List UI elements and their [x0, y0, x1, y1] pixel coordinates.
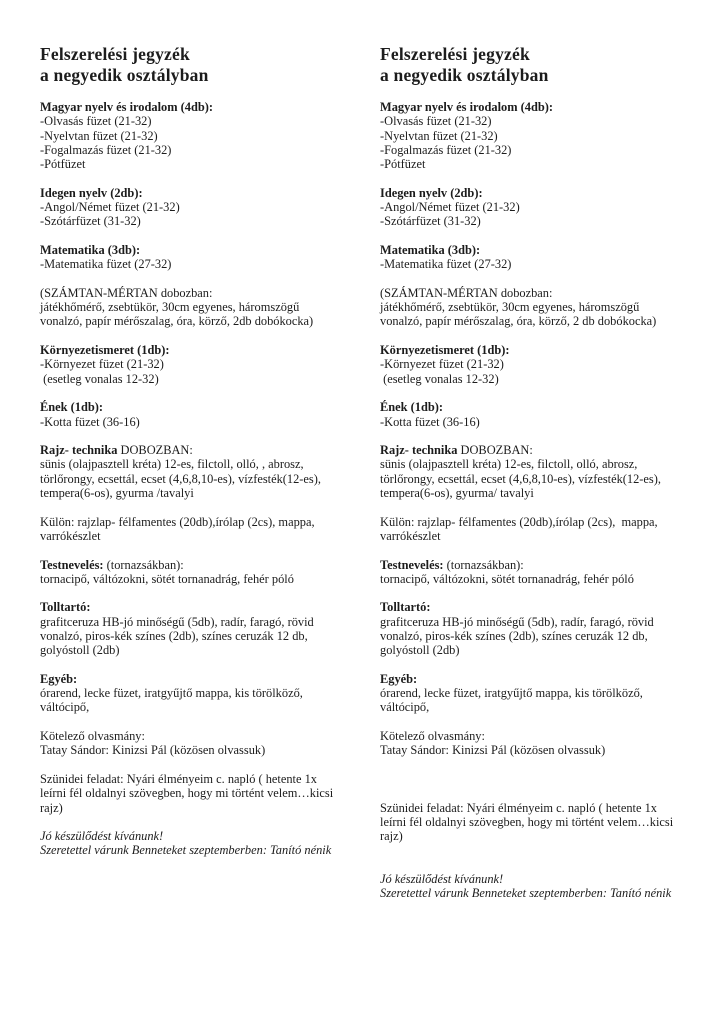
- closing-note-text: Szeretettel várunk Benneteket szeptemberben: Tanító nénik: [380, 886, 672, 901]
- blank-line: [380, 586, 720, 600]
- text-line: [40, 786, 380, 800]
- text-line: [40, 457, 380, 471]
- blank-line: [380, 758, 720, 772]
- body-text: -Pótfüzet: [40, 157, 86, 172]
- body-text: sünis (olajpasztell kréta) 12-es, filctoll, olló, abrosz,: [380, 457, 638, 472]
- text-line: [40, 286, 380, 300]
- text-line: [380, 872, 720, 886]
- section-heading-text: Egyéb:: [40, 671, 78, 686]
- text-line: [40, 415, 380, 429]
- body-text: -Matematika füzet (27-32): [380, 257, 512, 272]
- text-line: [40, 143, 380, 157]
- text-line: [380, 129, 720, 143]
- text-line: [40, 443, 380, 457]
- body-text: -Angol/Német füzet (21-32): [380, 200, 520, 215]
- body-text: golyóstoll (2db): [40, 643, 120, 658]
- body-text: -Kotta füzet (36-16): [40, 414, 140, 429]
- blank-line: [40, 429, 380, 443]
- closing-note-text: Jó készülődést kívánunk!: [40, 829, 164, 844]
- text-line: [380, 886, 720, 900]
- blank-line: [40, 586, 380, 600]
- section-heading-text: Ének (1db):: [40, 400, 103, 415]
- text-line: [40, 243, 380, 257]
- title-line-1: Felszerelési jegyzék: [40, 44, 190, 64]
- body-text: sünis (olajpasztell kréta) 12-es, filctoll, olló, , abrosz,: [40, 457, 304, 472]
- text-line: [40, 686, 380, 700]
- body-text: -Angol/Német füzet (21-32): [40, 200, 180, 215]
- text-line: [380, 415, 720, 429]
- closing-note-text: Jó készülődést kívánunk!: [380, 872, 504, 887]
- text-line: [40, 772, 380, 786]
- body-text: Külön: rajzlap- félfamentes (20db),írólap (2cs), mappa,: [40, 514, 315, 529]
- text-line: [380, 214, 720, 228]
- body-text: törlőrongy, ecsettál, ecset (4,6,8,10-es), vízfesték(12-es),: [380, 471, 661, 486]
- text-line: [380, 200, 720, 214]
- body-text: -Szótárfüzet (31-32): [40, 214, 141, 229]
- body-text: (esetleg vonalas 12-32): [380, 371, 499, 386]
- text-line: [40, 672, 380, 686]
- text-line: [380, 558, 720, 572]
- body-text: vonalzó, piros-kék színes (2db), színes ceruzák 12 db,: [40, 628, 308, 643]
- section-heading-text: Idegen nyelv (2db):: [40, 185, 143, 200]
- body-text: (tornazsákban):: [443, 557, 524, 572]
- blank-line: [40, 658, 380, 672]
- text-line: [380, 157, 720, 171]
- text-line: [40, 129, 380, 143]
- text-line: [40, 615, 380, 629]
- body-text: (SZÁMTAN-MÉRTAN dobozban:: [380, 285, 553, 300]
- blank-line: [380, 858, 720, 872]
- text-line: [40, 843, 380, 857]
- blank-line: [380, 772, 720, 786]
- body-text: leírni fél oldalnyi szövegben, hogy mi történt velem…kicsi: [40, 786, 334, 801]
- section-heading-text: Ének (1db):: [380, 400, 443, 415]
- title-line-1: Felszerelési jegyzék: [380, 44, 530, 64]
- body-text: grafitceruza HB-jó minőségű (5db), radír, faragó, rövid: [40, 614, 314, 629]
- text-line: [380, 143, 720, 157]
- body-text: -Kotta füzet (36-16): [380, 414, 480, 429]
- text-line: [40, 472, 380, 486]
- blank-line: [40, 272, 380, 286]
- text-line: [40, 314, 380, 328]
- text-line: [40, 629, 380, 643]
- text-line: [40, 743, 380, 757]
- body-text: Tatay Sándor: Kinizsi Pál (közösen olvassuk): [380, 743, 606, 758]
- blank-line: [40, 386, 380, 400]
- text-line: [380, 486, 720, 500]
- body-text: órarend, lecke füzet, iratgyűjtő mappa, kis törölköző,: [40, 686, 303, 701]
- blank-line: [40, 329, 380, 343]
- body-text: tornacipő, váltózokni, sötét tornanadrág, fehér póló: [380, 571, 634, 586]
- text-line: [40, 300, 380, 314]
- text-line: [40, 558, 380, 572]
- text-line: [380, 615, 720, 629]
- body-text: Szünidei feladat: Nyári élményeim c. napló ( hetente 1x: [380, 800, 657, 815]
- text-line: [380, 443, 720, 457]
- body-text: -Nyelvtan füzet (21-32): [40, 128, 158, 143]
- text-line: [380, 343, 720, 357]
- body-text: váltócipő,: [380, 700, 430, 715]
- text-line: [40, 157, 380, 171]
- body-text: varrókészlet: [380, 528, 441, 543]
- text-line: [380, 801, 720, 815]
- text-line: [40, 643, 380, 657]
- blank-line: [40, 758, 380, 772]
- body-text: -Olvasás füzet (21-32): [40, 114, 152, 129]
- blank-line: [40, 543, 380, 557]
- body-text: játékhőmérő, zsebtükör, 30cm egyenes, háromszögű: [380, 300, 640, 315]
- body-text: -Környezet füzet (21-32): [380, 357, 504, 372]
- blank-line: [380, 229, 720, 243]
- section-heading-text: Egyéb:: [380, 671, 418, 686]
- body-text: DOBOZBAN:: [457, 443, 533, 458]
- body-text: Szünidei feladat: Nyári élményeim c. napló ( hetente 1x: [40, 771, 317, 786]
- text-line: [40, 801, 380, 815]
- body-text: leírni fél oldalnyi szövegben, hogy mi történt velem…kicsi: [380, 814, 674, 829]
- column-body: [40, 100, 380, 858]
- blank-line: [380, 500, 720, 514]
- section-heading-text: Tolltartó:: [40, 600, 91, 615]
- closing-note-text: Szeretettel várunk Benneteket szeptemberben: Tanító nénik: [40, 843, 332, 858]
- section-heading-text: Matematika (3db):: [40, 242, 141, 257]
- section-heading-text: Tolltartó:: [380, 600, 431, 615]
- section-heading-text: Testnevelés:: [40, 557, 104, 572]
- body-text: Kötelező olvasmány:: [380, 729, 485, 744]
- text-line: [380, 357, 720, 371]
- blank-line: [380, 386, 720, 400]
- text-line: [380, 515, 720, 529]
- blank-line: [380, 843, 720, 857]
- text-line: [380, 372, 720, 386]
- body-text: törlőrongy, ecsettál, ecset (4,6,8,10-es), vízfesték(12-es),: [40, 471, 321, 486]
- blank-line: [40, 171, 380, 185]
- section-heading-text: Környezetismeret (1db):: [380, 343, 510, 358]
- equipment-list-column-left: [40, 44, 380, 858]
- text-line: [40, 343, 380, 357]
- body-text: DOBOZBAN:: [117, 443, 193, 458]
- body-text: -Fogalmazás füzet (21-32): [40, 142, 172, 157]
- section-heading-text: Rajz- technika: [380, 443, 458, 458]
- text-line: [40, 700, 380, 714]
- body-text: rajz): [40, 800, 63, 815]
- body-text: grafitceruza HB-jó minőségű (5db), radír, faragó, rövid: [380, 614, 654, 629]
- text-line: [380, 257, 720, 271]
- text-line: [380, 286, 720, 300]
- blank-line: [380, 272, 720, 286]
- column-body: [380, 100, 720, 901]
- blank-line: [380, 329, 720, 343]
- text-line: [40, 400, 380, 414]
- blank-line: [40, 500, 380, 514]
- text-line: [380, 243, 720, 257]
- body-text: vonalzó, papír mérőszalag, óra, körző, 2db dobókocka): [40, 314, 314, 329]
- body-text: -Nyelvtan füzet (21-32): [380, 128, 498, 143]
- body-text: -Olvasás füzet (21-32): [380, 114, 492, 129]
- text-line: [40, 515, 380, 529]
- body-text: golyóstoll (2db): [380, 643, 460, 658]
- text-line: [40, 114, 380, 128]
- body-text: tornacipő, váltózokni, sötét tornanadrág, fehér póló: [40, 571, 294, 586]
- text-line: [380, 643, 720, 657]
- section-heading-text: Testnevelés:: [380, 557, 444, 572]
- body-text: Tatay Sándor: Kinizsi Pál (közösen olvassuk): [40, 743, 266, 758]
- text-line: [40, 372, 380, 386]
- blank-line: [380, 715, 720, 729]
- section-heading-text: Környezetismeret (1db):: [40, 343, 170, 358]
- text-line: [380, 529, 720, 543]
- text-line: [380, 186, 720, 200]
- body-text: -Matematika füzet (27-32): [40, 257, 172, 272]
- section-heading-text: Magyar nyelv és irodalom (4db):: [40, 100, 214, 114]
- blank-line: [380, 658, 720, 672]
- text-line: [380, 114, 720, 128]
- text-line: [40, 357, 380, 371]
- text-line: [380, 300, 720, 314]
- text-line: [380, 314, 720, 328]
- body-text: Kötelező olvasmány:: [40, 729, 145, 744]
- blank-line: [40, 715, 380, 729]
- body-text: -Fogalmazás füzet (21-32): [380, 142, 512, 157]
- title-line-2: a negyedik osztályban: [40, 65, 209, 85]
- text-line: [380, 729, 720, 743]
- blank-line: [380, 786, 720, 800]
- text-line: [380, 700, 720, 714]
- body-text: vonalzó, piros-kék színes (2db), színes ceruzák 12 db,: [380, 628, 648, 643]
- text-line: [40, 529, 380, 543]
- body-text: tempera(6-os), gyurma /tavalyi: [40, 486, 194, 501]
- section-heading-text: Rajz- technika: [40, 443, 118, 458]
- body-text: Külön: rajzlap- félfamentes (20db),írólap (2cs), mappa,: [380, 514, 658, 529]
- blank-line: [380, 429, 720, 443]
- text-line: [40, 100, 380, 114]
- text-line: [380, 815, 720, 829]
- text-line: [380, 572, 720, 586]
- text-line: [380, 686, 720, 700]
- text-line: [40, 829, 380, 843]
- title-line-2: a negyedik osztályban: [380, 65, 549, 85]
- text-line: [380, 629, 720, 643]
- body-text: órarend, lecke füzet, iratgyűjtő mappa, kis törölköző,: [380, 686, 643, 701]
- text-line: [40, 572, 380, 586]
- text-line: [380, 100, 720, 114]
- section-heading-text: Matematika (3db):: [380, 242, 481, 257]
- body-text: (esetleg vonalas 12-32): [40, 371, 159, 386]
- body-text: -Pótfüzet: [380, 157, 426, 172]
- text-line: [380, 457, 720, 471]
- text-line: [380, 600, 720, 614]
- text-line: [380, 472, 720, 486]
- text-line: [40, 200, 380, 214]
- body-text: -Szótárfüzet (31-32): [380, 214, 481, 229]
- blank-line: [40, 815, 380, 829]
- text-line: [40, 486, 380, 500]
- text-line: [380, 400, 720, 414]
- body-text: varrókészlet: [40, 528, 101, 543]
- body-text: -Környezet füzet (21-32): [40, 357, 164, 372]
- page-title: [380, 44, 720, 86]
- body-text: játékhőmérő, zsebtükör, 30cm egyenes, háromszögű: [40, 300, 300, 315]
- blank-line: [380, 543, 720, 557]
- text-line: [40, 257, 380, 271]
- text-line: [40, 186, 380, 200]
- section-heading-text: Idegen nyelv (2db):: [380, 185, 483, 200]
- body-text: rajz): [380, 829, 403, 844]
- body-text: vonalzó, papír mérőszalag, óra, körző, 2 db dobókocka): [380, 314, 657, 329]
- text-line: [380, 743, 720, 757]
- body-text: (tornazsákban):: [103, 557, 184, 572]
- text-line: [40, 214, 380, 228]
- text-line: [40, 600, 380, 614]
- text-line: [380, 829, 720, 843]
- body-text: tempera(6-os), gyurma/ tavalyi: [380, 486, 534, 501]
- text-line: [40, 729, 380, 743]
- body-text: váltócipő,: [40, 700, 90, 715]
- text-line: [380, 672, 720, 686]
- body-text: (SZÁMTAN-MÉRTAN dobozban:: [40, 285, 213, 300]
- page-title: [40, 44, 380, 86]
- blank-line: [380, 171, 720, 185]
- section-heading-text: Magyar nyelv és irodalom (4db):: [380, 100, 554, 114]
- equipment-list-column-right: [380, 44, 720, 901]
- blank-line: [40, 229, 380, 243]
